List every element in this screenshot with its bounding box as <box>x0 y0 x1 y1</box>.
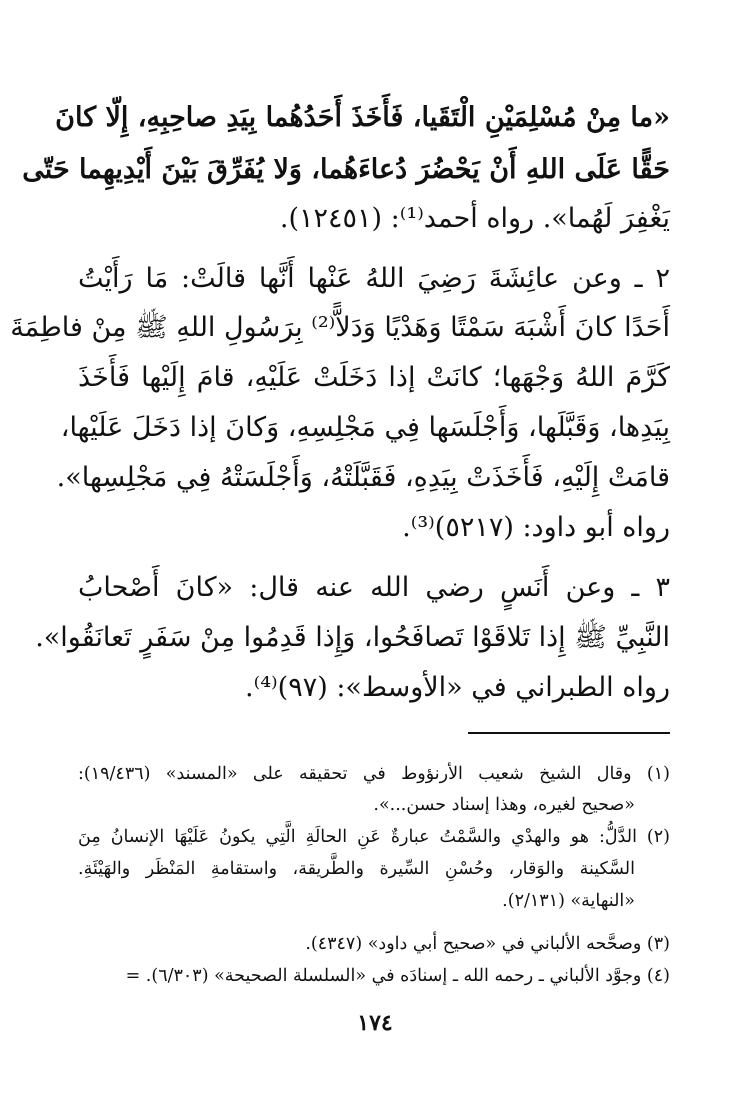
hadith-2-line-5: قامَتْ إِلَيْهِ، فَأَخَذَتْ بِيَدِهِ، فَقَبَّلَتْهُ، وَأَجْلَسَتْهُ فِي مَجْلِسِها». <box>56 462 670 493</box>
footnote-1-line-1: (١) وقال الشيخ شعيب الأرنؤوط في تحقيقه على «المسند» (١٩/٤٣٦): <box>78 764 670 784</box>
hadith-line-1: «ما مِنْ مُسْلِمَيْنِ الْتَقَيا، فَأَخَذَ أَحَدُهُما بِيَدِ صاحِبِهِ، إِلّا كانَ <box>55 102 670 133</box>
footnote-4: (٤) وجوَّد الألباني ـ رحمه الله ـ إسنادَه في «السلسلة الصحيحة» (٦/٣٠٣). = <box>125 966 670 986</box>
footnote-1-line-2: «صحيح لغيره، وهذا إسناد حسن...». <box>373 795 635 815</box>
narration-line-1: يَغْفِرَ لَهُما». رواه أحمد⁽¹⁾: (١٢٤٥١). <box>279 203 670 234</box>
footnote-separator <box>468 732 670 734</box>
page-number: ١٧٤ <box>357 1010 393 1036</box>
hadith-2-line-4: بِيَدِها، وَقَبَّلَها، وَأَجْلَسَها فِي مَجْلِسِهِ، وَكانَ إذا دَخَلَ عَلَيْها، <box>60 412 670 443</box>
narration-line-2: رواه أبو داود: (٥٢١٧)⁽³⁾. <box>402 512 670 543</box>
footnote-3: (٣) وصحَّحه الألباني في «صحيح أبي داود» (٤٣٤٧). <box>305 934 670 954</box>
footnote-2-line-1: (٢) الدَّلُّ: هو والهدْي والسَّمْتُ عبارةٌ عَنِ الحالَةِ الَّتِي يكونُ عَلَيْهَا الإنسانُ مِنَ <box>78 827 670 847</box>
footnote-2-line-2: السَّكينة والوَقار، وحُسْنِ السِّيرة والطَّريقة، واستقامةِ المَنْظَر والهَيْئَةِ. <box>78 859 635 879</box>
hadith-2-line-1: ٢ ـ وعن عائِشَةَ رَضِيَ اللهُ عَنْها أَنَّها قالَتْ: مَا رَأَيْتُ <box>78 263 670 294</box>
hadith-3-line-2: النَّبِيِّ ﷺ إِذا تَلاقَوْا تَصافَحُوا، وَإِذا قَدِمُوا مِنْ سَفَرٍ تَعانَقُوا». <box>35 622 670 653</box>
narration-line-3: رواه الطبراني في «الأوسط»: (٩٧)⁽⁴⁾. <box>244 672 670 703</box>
hadith-2-line-3: كَرَّمَ اللهُ وَجْهَها؛ كانَتْ إذا دَخَلَتْ عَلَيْهِ، قامَ إِلَيْها فَأَخَذَ <box>78 362 670 393</box>
hadith-line-2: حَقًّا عَلَى اللهِ أَنْ يَحْضُرَ دُعاءَهُما، وَلا يُفَرِّقَ بَيْنَ أَيْدِيهِما حَتّى <box>22 154 670 185</box>
hadith-2-line-2: أَحَدًا كانَ أَشْبَهَ سَمْتًا وَهَدْيًا وَدَلاًّ⁽²⁾ بِرَسُولِ اللهِ ﷺ مِنْ فاطِمَةَ <box>10 312 670 343</box>
footnote-2-line-3: «النهاية» (٢/١٣١). <box>502 891 635 911</box>
hadith-3-line-1: ٣ ـ وعن أَنَسٍ رضي الله عنه قال: «كانَ أَصْحابُ <box>78 572 670 603</box>
